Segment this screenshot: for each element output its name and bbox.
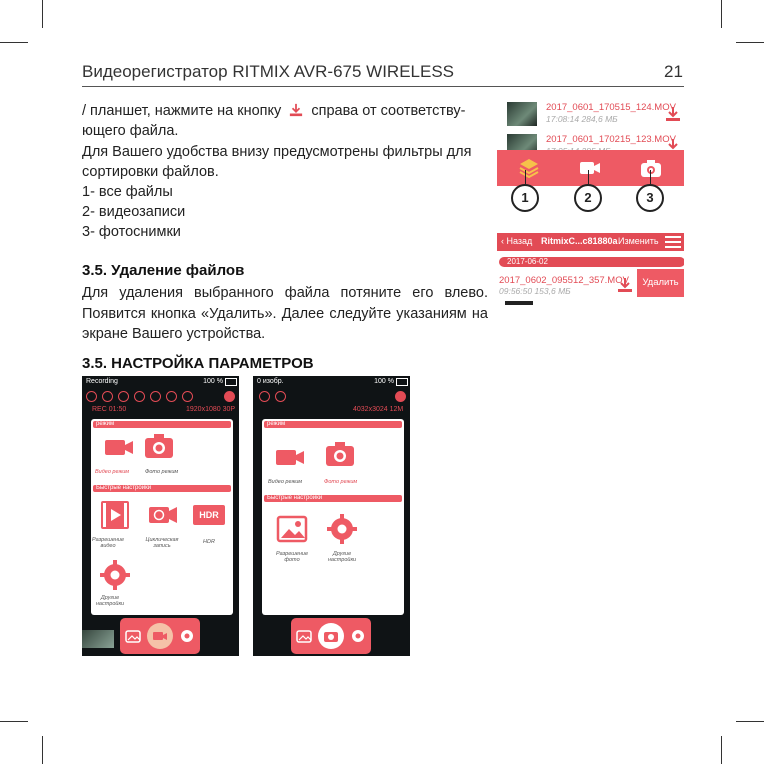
section-paragraph: Для удаления выбранного файла потяните его влево. Появится кнопка «Удалить». Далее следуйте указаниям на экране Вашего устройства. [82, 285, 488, 342]
paragraph-line [82, 101, 465, 122]
section-heading: 3.5. НАСТРОЙКА ПАРАМЕТРОВ [82, 355, 314, 372]
gear-icon[interactable] [326, 513, 358, 545]
menu-icon[interactable] [665, 236, 681, 248]
back-button[interactable]: ‹ Назад [501, 236, 533, 246]
crop-mark [736, 721, 764, 722]
status-bar [82, 376, 239, 388]
sd-icon[interactable] [86, 391, 97, 402]
photo-mode-label: Фото режим [324, 479, 358, 485]
file-meta: 09:56:50 153,6 МБ [499, 286, 571, 296]
photo-resolution-icon[interactable] [276, 513, 308, 545]
section-bar: режим [93, 421, 231, 428]
camera-icon[interactable] [639, 156, 663, 180]
download-icon [289, 103, 303, 117]
gear-icon[interactable] [178, 627, 196, 645]
callout-3: 3 [636, 184, 664, 212]
crop-mark [721, 736, 722, 764]
file-name: 2017_0601_170515_124.MOV [546, 102, 676, 113]
section-bar: Быстрые настройки [93, 485, 231, 492]
other-settings-label: Другие настройки [95, 595, 125, 607]
hdr-label: HDR [203, 539, 215, 545]
battery-text: 100 % [374, 378, 394, 385]
back-label: Назад [506, 236, 533, 246]
bottom-mode-bar [291, 618, 371, 654]
stack-icon[interactable] [517, 156, 541, 180]
edit-button[interactable]: Изменить [618, 236, 659, 246]
section-heading: 3.5. Удаление файлов [82, 262, 245, 279]
video-mode-icon[interactable] [103, 431, 135, 463]
bottom-mode-bar [120, 618, 200, 654]
battery-icon [225, 378, 237, 386]
video-mode-label: Видео режим [95, 469, 130, 475]
preview-thumbnail [82, 630, 114, 648]
timer-icon[interactable] [166, 391, 177, 402]
crop-mark [721, 0, 722, 28]
gallery-icon[interactable] [124, 627, 142, 645]
settings-panel [91, 419, 233, 615]
plus-icon[interactable] [224, 391, 235, 402]
text-span: / планшет, нажмите на кнопку [82, 103, 282, 119]
download-icon[interactable] [665, 106, 681, 122]
lock-icon[interactable] [182, 391, 193, 402]
video-camera-icon [151, 627, 169, 645]
video-thumbnail [507, 102, 537, 126]
toolbar [253, 389, 410, 415]
resolution-readout: 4032x3024 12M [353, 406, 404, 413]
callout-line [650, 170, 651, 184]
brightness-icon[interactable] [275, 391, 286, 402]
nav-bar [497, 233, 684, 251]
paragraph-line: ющего файла. [82, 123, 179, 139]
callout-line [588, 170, 589, 184]
video-resolution-icon[interactable] [99, 499, 131, 531]
crop-mark [0, 42, 28, 43]
device-name: RitmixC...c81880a [541, 236, 618, 246]
rec-timer: REC 01:50 [92, 406, 127, 413]
file-row[interactable] [505, 100, 684, 130]
gallery-icon[interactable] [295, 627, 313, 645]
battery-icon [396, 378, 408, 386]
settings-panel [262, 419, 404, 615]
file-name: 2017_0601_170215_123.MOV [546, 134, 676, 145]
callout-line [525, 170, 526, 184]
video-res-label: Разрешение видео [91, 537, 125, 549]
plus-icon[interactable] [395, 391, 406, 402]
photo-mode-icon[interactable] [143, 429, 175, 461]
photo-mode-label: Фото режим [145, 469, 179, 475]
sos-icon[interactable] [150, 391, 161, 402]
crop-mark [42, 736, 43, 764]
hdr-icon[interactable]: HDR [193, 505, 225, 525]
thumbnail-edge [505, 301, 533, 305]
paragraph-line: Для Вашего удобства внизу предусмотрены фильтры для [82, 144, 472, 160]
status-bar [253, 376, 410, 388]
brightness-icon[interactable] [102, 391, 113, 402]
callout-1: 1 [511, 184, 539, 212]
sd-icon[interactable] [259, 391, 270, 402]
toolbar [82, 389, 239, 415]
paragraph-line: сортировки файлов. [82, 164, 219, 180]
date-pill: 2017-06-02 [499, 257, 684, 267]
photo-res-label: Разрешение фото [275, 551, 309, 563]
hdr-icon[interactable] [134, 391, 145, 402]
download-icon[interactable] [617, 277, 633, 293]
delete-screenshot [497, 233, 684, 309]
mic-icon[interactable] [118, 391, 129, 402]
status-left: Recording [86, 378, 118, 385]
cyclic-record-icon[interactable] [147, 499, 179, 531]
resolution-readout: 1920x1080 30P [186, 406, 236, 413]
gear-icon[interactable] [99, 559, 131, 591]
page-number: 21 [664, 62, 683, 81]
list-item: 2- видеозаписи [82, 204, 186, 220]
file-meta: 17:08:14 284,6 МБ [546, 114, 618, 124]
crop-mark [736, 42, 764, 43]
phone-screenshot-video [82, 376, 239, 656]
file-name: 2017_0602_095512_357.MOV [499, 275, 629, 286]
cyclic-label: Циклическая запись [145, 537, 179, 549]
section-bar: Быстрые настройки [264, 495, 402, 502]
list-item: 1- все файлы [82, 184, 173, 200]
list-item: 3- фотоснимки [82, 224, 181, 240]
date-row [497, 257, 684, 269]
callout-2: 2 [574, 184, 602, 212]
video-mode-label: Видео режим [268, 479, 303, 485]
crop-mark [42, 0, 43, 28]
battery-text: 100 % [203, 378, 223, 385]
photo-mode-icon[interactable] [324, 437, 356, 469]
phone-screenshot-photo [253, 376, 410, 656]
status-left: 0 изобр. [257, 378, 284, 385]
video-camera-icon[interactable] [578, 156, 602, 180]
video-mode-icon[interactable] [274, 441, 306, 473]
page-header-title: Видеорегистратор RITMIX AVR-675 WIRELESS [82, 62, 455, 81]
text-span: справа от соответству- [311, 103, 466, 119]
section-bar: режим [264, 421, 402, 428]
camera-icon [322, 627, 340, 645]
crop-mark [0, 721, 28, 722]
other-settings-label: Другие настройки [327, 551, 357, 563]
delete-button[interactable]: Удалить [637, 269, 684, 297]
header-divider [82, 86, 684, 87]
gear-icon[interactable] [349, 627, 367, 645]
